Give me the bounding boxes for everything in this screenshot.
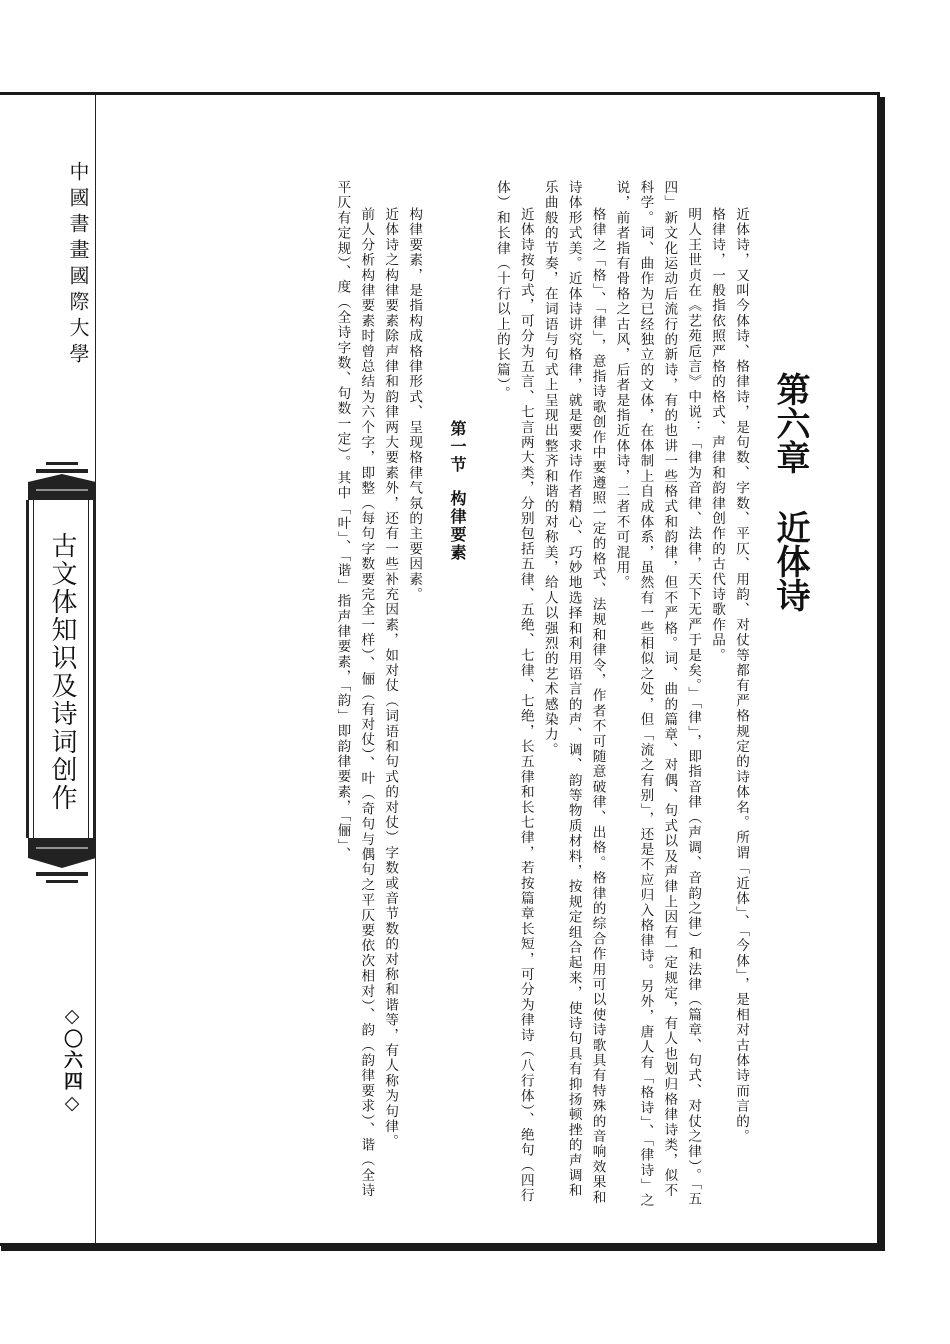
chapter-name: 近体诗 <box>770 510 810 612</box>
chapter-title <box>760 372 820 612</box>
ornament-top-icon <box>26 460 98 500</box>
section-number: 第一节 <box>448 420 468 474</box>
section-heading <box>445 420 469 1210</box>
paragraph: 近体诗，又叫今体诗、格律诗，是句数、字数、平仄、用韵、对仗等都有严格规定的诗体名。所谓「近体」、「今体」，是相对古体诗而言的。 <box>733 207 749 1145</box>
body-text <box>178 180 752 1210</box>
book-title: 古文体知识及诗词创作 <box>47 532 77 812</box>
paragraph: 明人王世贞在《艺苑卮言》中说：「律为音律、法律，天下无严于是矣。」「律」，即指音律（声调、音韵之律）和法律（篇章、句式、对仗之律）。「五四」新文化运动后流行的新诗，有的也讲一些格式和韵律，但不严格。词、曲的篇章、对偶、句式以及声律上因有一定规定，有人也划归格律诗类，似不科学。词、曲作为已经独立的文体，在体制上自成体系，虽然有一些相似之处，但「流之有别」，还是不应归入格律诗。另外，唐人有「格诗」、「律诗」之说，前者指有骨格之古风，后者是指近体诗，二者不可混用。 <box>613 180 702 1209</box>
ornament-bottom-icon <box>26 838 98 886</box>
chapter-number: 第六章 <box>770 372 810 474</box>
paragraph: 前人分析构律要素时曾总结为六个字，即整（每句字数要完全一样）、俪（有对仗）、叶（奇句与偶句之平仄要依次相对）、韵（韵律要求）、谐（全诗平仄有定规）、度（全诗字数、句数一定）。其中「叶」、「谐」指声律要素，「韵」即韵律要素，「俪」、 <box>334 180 375 1199</box>
paragraph: 近体诗按句式，可分为五言、七言两大类，分别包括五律、五绝、七律、七绝，长五律和长七律，若按篇章长短，可分为律诗（八行体）、绝句（四行体）和长律（十行以上的长篇）。 <box>493 180 534 1204</box>
paragraph: 格律之「格」、「律」，意指诗歌创作中要遵照一定的格式、法规和律令，作者不可随意破律、出格。格律的综合作用可以使诗歌具有特殊的音响效果和诗体形式美。近体诗讲究格律，就是要求诗作者精心、巧妙地选择和利用语言的声、调、韵等物质材料，按规定组合起来，使诗句具有抑扬顿挫的声调和乐曲般的节奏，在词语与句式上呈现出整齐和谐的对称美，给人以强烈的艺术感染力。 <box>541 180 606 1206</box>
page-number: ◇〇六四◇ <box>61 1004 83 1116</box>
paragraph: 构律要素，是指构成格律形式、呈现格律气氛的主要因素。 <box>406 207 423 603</box>
paragraph: 格律诗，一般指依照严格的格式、声律和韵律创作的古代诗歌作品。 <box>709 207 726 664</box>
paragraph: 近体诗之构律要素除声律和韵律两大要素外，还有一些补充因素，如对仗（词语和句式的对仗）字数或音节数的对称和谐等，有人称为句律。 <box>382 207 399 1150</box>
section-title: 构律要素 <box>448 490 468 562</box>
series-title: 中國書畫國際大學 <box>66 161 90 369</box>
